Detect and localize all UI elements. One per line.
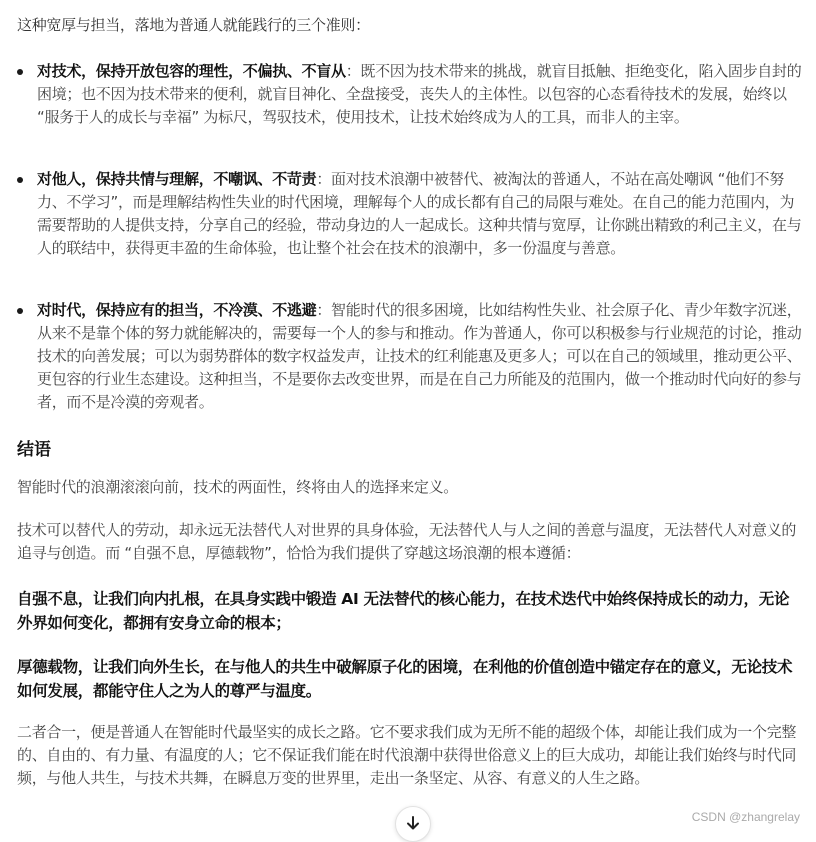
conclusion-paragraph-3: 二者合一，便是普通人在智能时代最坚实的成长之路。它不要求我们成为无所不能的超级个体，却能让我们成为一个完整的、自由的、有力量、有温度的人；它不保证我们能在时代浪潮中获得世俗意义上的巨大成功，却能让我们始终与时代同频，与他人共生，与技术共舞，在瞬息万变的世界里，走出一条坚定、从容、有意义的人生之路。	[17, 723, 797, 787]
bold-paragraph-ziqiang: 自强不息，让我们向内扎根，在具身实践中锻造 AI 无法替代的核心能力，在技术迭代中始终保持成长的动力，无论外界如何变化，都拥有安身立命的根本；	[17, 590, 790, 632]
bullet-icon	[17, 69, 23, 75]
csdn-watermark: CSDN @zhangrelay	[691, 810, 800, 824]
list-item	[17, 60, 803, 129]
list-item	[17, 168, 803, 260]
principle-title: 对他人，保持共情与理解，不嘲讽、不苛责	[37, 170, 317, 188]
principle-text	[37, 60, 803, 129]
bullet-icon	[17, 308, 23, 314]
principle-text	[37, 299, 803, 414]
conclusion-paragraph-1: 智能时代的浪潮滚滚向前，技术的两面性，终将由人的选择来定义。	[17, 478, 459, 496]
principle-body: ：智能时代的很多困境，比如结构性失业、社会原子化、青少年数字沉迷，从来不是靠个体的努力就能解决的，需要每一个人的参与和推动。作为普通人，你可以积极参与行业规范的讨论，推动技术的向善发展；可以为弱势群体的数字权益发声，让技术的红利能惠及更多人；可以在自己的领域里，推动更公平、更包容的行业生态建设。这种担当，不是要你去改变世界，而是在自己力所能及的范围内，做一个推动时代向好的参与者，而不是冷漠的旁观者。	[37, 301, 802, 411]
bullet-icon	[17, 177, 23, 183]
conclusion-paragraph-2: 技术可以替代人的劳动，却永远无法替代人对世界的具身体验，无法替代人与人之间的善意与温度，无法替代人对意义的追寻与创造。而 “自强不息，厚德载物”，恰恰为我们提供了穿越这场浪潮的根本遵循：	[17, 521, 797, 562]
list-item	[17, 299, 803, 414]
conclusion-heading: 结语	[17, 440, 51, 460]
intro-paragraph: 这种宽厚与担当，落地为普通人就能践行的三个准则：	[17, 16, 370, 34]
principle-title: 对技术，保持开放包容的理性，不偏执、不盲从	[37, 62, 346, 80]
arrow-down-icon	[405, 815, 421, 831]
principle-body: ：既不因为技术带来的挑战，就盲目抵触、拒绝变化，陷入固步自封的困境；也不因为技术带来的便利，就盲目神化、全盘接受，丧失人的主体性。以包容的心态看待技术的发展，始终以 “服务于人的成长与幸福” 为标尺，驾驭技术，使用技术，让技术始终成为人的工具，而非人的主宰。	[37, 62, 802, 126]
bold-paragraph-houde: 厚德载物，让我们向外生长，在与他人的共生中破解原子化的困境，在利他的价值创造中锚定存在的意义，无论技术如何发展，都能守住人之为人的尊严与温度。	[17, 658, 793, 700]
principle-body: ：面对技术浪潮中被替代、被淘汰的普通人，不站在高处嘲讽 “他们不努力、不学习”，而是理解结构性失业的时代困境，理解每个人的成长都有自己的局限与难处。在自己的能力范围内，为需要帮助的人提供支持，分享自己的经验，带动身边的人一起成长。这种共情与宽厚，让你跳出精致的利己主义，在与人的联结中，获得更丰盈的生命体验，也让整个社会在技术的浪潮中，多一份温度与善意。	[37, 170, 802, 257]
scroll-down-button[interactable]	[395, 806, 431, 842]
principle-title: 对时代，保持应有的担当，不冷漠、不逃避	[37, 301, 317, 319]
principle-text	[37, 168, 803, 260]
